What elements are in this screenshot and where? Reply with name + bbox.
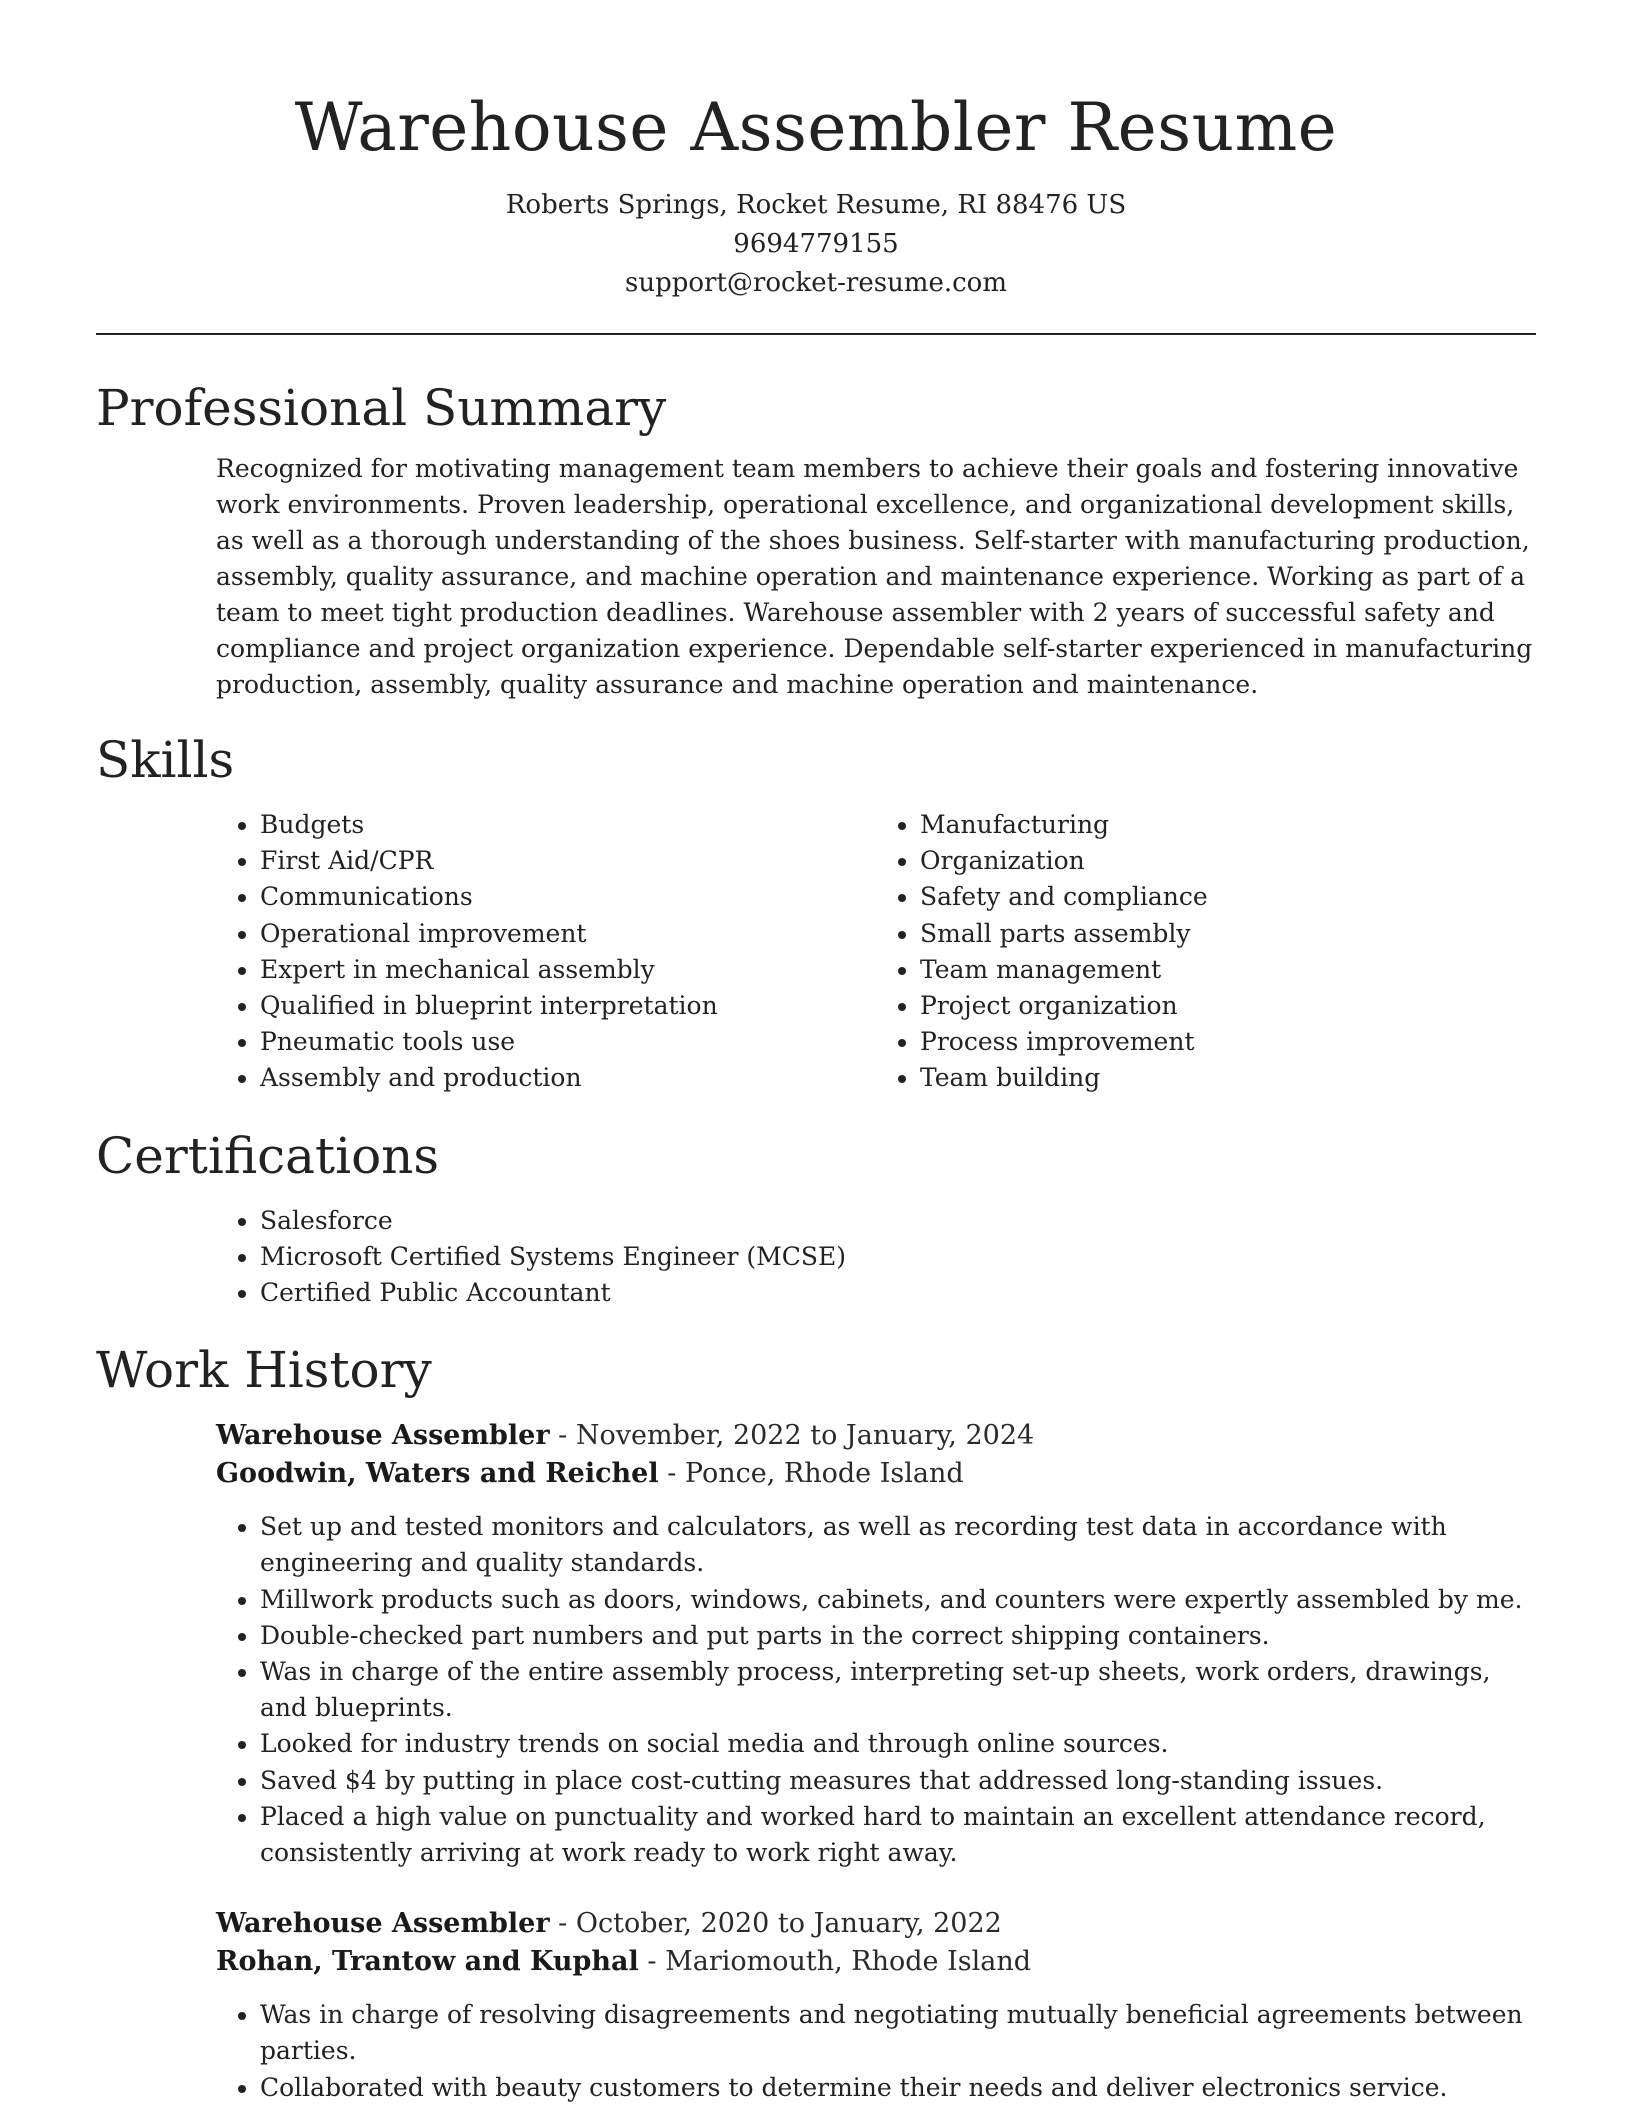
skill-item: • Pneumatic tools use [260,1024,876,1060]
job-bullet: • Looked for industry trends on social media and through online sources. [260,1726,1536,1762]
resume-header [96,0,1536,303]
skill-item: • Safety and compliance [920,879,1536,915]
work-history-heading: Work History [96,1341,432,1400]
job-title: Warehouse Assembler [216,1420,550,1452]
contact-address: Roberts Springs, Rocket Resume, RI 88476 US [505,190,1127,220]
skill-item: • Operational improvement [260,916,876,952]
job-title-line: Warehouse Assembler - October, 2020 to January, 2022 [216,1908,1002,1940]
certifications-section [96,1123,1536,1312]
skills-list-right [876,807,1536,1097]
job-bullet: • Was in charge of resolving disagreements and negotiating mutually beneficial agreements between parties. [260,1997,1536,2069]
header-divider [96,333,1536,335]
work-history-section [96,1337,1536,2106]
job-company-line: Rohan, Trantow and Kuphal - Mariomouth, Rhode Island [216,1946,1032,1978]
skill-item: • Assembly and production [260,1060,876,1096]
skill-item: • Team building [920,1060,1536,1096]
job-bullets [216,1997,1536,2106]
job-bullets [216,1509,1536,1871]
job-entry [216,1905,1536,2106]
skill-item: • Qualified in blueprint interpretation [260,988,876,1024]
skills-section [96,727,1536,1097]
skills-columns [216,807,1536,1097]
certifications-heading: Certifications [96,1126,440,1185]
job-dates: October, 2020 to January, 2022 [575,1908,1002,1940]
certification-item: • Microsoft Certified Systems Engineer (MCSE) [260,1239,1536,1275]
job-header [216,1905,1536,1981]
skill-item: • Manufacturing [920,807,1536,843]
contact-phone: 9694779155 [733,229,899,259]
job-dates: November, 2022 to January, 2024 [575,1420,1035,1452]
job-company-line: Goodwin, Waters and Reichel - Ponce, Rhode Island [216,1458,964,1490]
skill-item: • Expert in mechanical assembly [260,952,876,988]
certification-item: • Certified Public Accountant [260,1275,1536,1311]
skill-item: • Small parts assembly [920,916,1536,952]
job-header [216,1417,1536,1493]
job-company: Rohan, Trantow and Kuphal [216,1946,639,1978]
job-bullet: • Millwork products such as doors, windows, cabinets, and counters were expertly assembled by me. [260,1582,1536,1618]
skill-item: • Project organization [920,988,1536,1024]
summary-heading: Professional Summary [96,379,667,437]
job-location: Mariomouth, Rhode Island [665,1946,1032,1978]
skill-item: • Process improvement [920,1024,1536,1060]
contact-email: support@rocket-resume.com [624,268,1007,298]
skill-item: • Budgets [260,807,876,843]
job-bullet: • Collaborated with beauty customers to determine their needs and deliver electronics service. [260,2070,1536,2106]
job-location: Ponce, Rhode Island [684,1458,964,1490]
skill-item: • Team management [920,952,1536,988]
skill-item: • Communications [260,879,876,915]
skill-item: • First Aid/CPR [260,843,876,879]
job-bullet: • Saved $4 by putting in place cost-cutting measures that addressed long-standing issues. [260,1763,1536,1799]
job-bullet: • Set up and tested monitors and calculators, as well as recording test data in accordance with engineering and quality standards. [260,1509,1536,1581]
job-bullet: • Placed a high value on punctuality and worked hard to maintain an excellent attendance record, consistently arriving at work ready to work right away. [260,1799,1536,1871]
job-bullet: • Was in charge of the entire assembly process, interpreting set-up sheets, work orders, drawings, and blueprints. [260,1654,1536,1726]
job-bullet: • Double-checked part numbers and put parts in the correct shipping containers. [260,1618,1536,1654]
summary-section [96,375,1536,703]
job-title-line: Warehouse Assembler - November, 2022 to January, 2024 [216,1420,1035,1452]
job-entry [216,1417,1536,1871]
certification-item: • Salesforce [260,1203,1536,1239]
skill-item: • Organization [920,843,1536,879]
summary-text: Recognized for motivating management team members to achieve their goals and fostering innovative work environments. Proven leadership, operational excellence, and organizational development skills, as well as a thorough understanding of the shoes business. Self-starter with manufacturing production, assembly, quality assurance, and machine operation and maintenance experience. Working as part of a team to meet tight production deadlines. Warehouse assembler with 2 years of successful safety and compliance and project organization experience. Dependable self-starter experienced in manufacturing production, assembly, quality assurance and machine operation and maintenance. [216,454,1533,699]
job-title: Warehouse Assembler [216,1908,550,1940]
skills-list-left [216,807,876,1097]
job-company: Goodwin, Waters and Reichel [216,1458,659,1490]
contact-block [96,186,1536,303]
certifications-list [216,1203,1536,1312]
skills-heading: Skills [96,731,235,789]
resume-title: Warehouse Assembler Resume [294,89,1338,166]
